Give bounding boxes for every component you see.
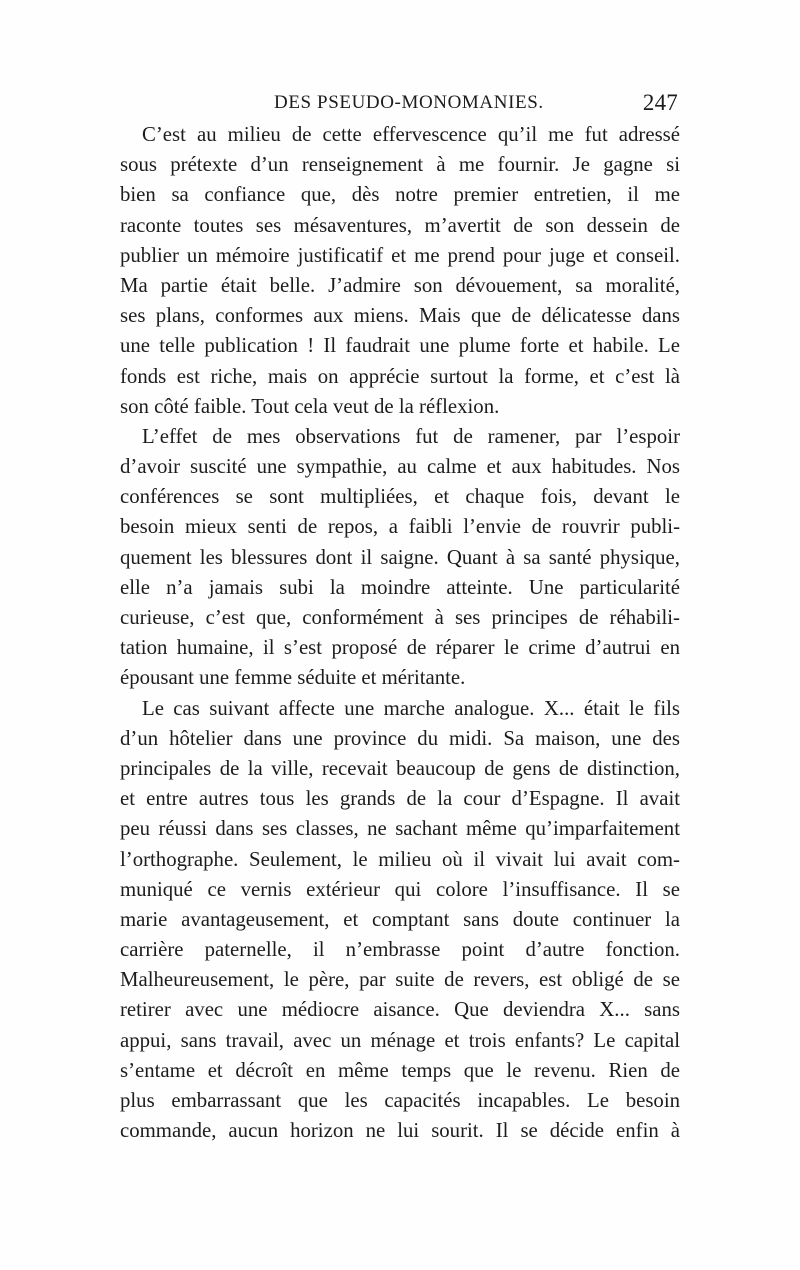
text-line: retirer avec une médiocre aisance. Que deviendra X... sans bbox=[120, 998, 680, 1022]
running-title: DES PSEUDO-MONOMANIES. bbox=[274, 92, 544, 113]
text-line: commande, aucun horizon ne lui sourit. Il se décide enfin à bbox=[120, 1119, 680, 1143]
text-line: tation humaine, il s’est proposé de réparer le crime d’autrui en bbox=[120, 636, 680, 660]
text-line: plus embarrassant que les capacités incapables. Le besoin bbox=[120, 1089, 680, 1112]
text-line: d’un hôtelier dans une province du midi. Sa maison, une des bbox=[120, 726, 680, 750]
text-line: curieuse, c’est que, conformément à ses principes de réhabili- bbox=[120, 606, 680, 629]
text-line: muniqué ce vernis extérieur qui colore l’insuffisance. Il se bbox=[120, 877, 680, 901]
text-line: Malheureusement, le père, par suite de revers, est obligé de se bbox=[120, 968, 680, 992]
text-line: bien sa confiance que, dès notre premier entretien, il me bbox=[120, 183, 680, 207]
text-line: s’entame et décroît en même temps que le revenu. Rien de bbox=[120, 1058, 680, 1082]
text-line: d’avoir suscité une sympathie, au calme et aux habitudes. Nos bbox=[120, 455, 680, 479]
text-line: ses plans, conformes aux miens. Mais que de délicatesse dans bbox=[120, 304, 680, 328]
text-line: elle n’a jamais subi la moindre atteinte. Une particularité bbox=[120, 575, 680, 599]
text-line: épousant une femme séduite et méritante. bbox=[120, 666, 466, 690]
text-line: L’effet de mes observations fut de ramener, par l’espoir bbox=[142, 424, 680, 448]
text-line: une telle publication ! Il faudrait une plume forte et habile. Le bbox=[120, 334, 680, 358]
text-line: conférences se sont multipliées, et chaque fois, devant le bbox=[120, 485, 680, 509]
text-line: principales de la ville, recevait beaucoup de gens de distinction, bbox=[120, 756, 680, 780]
text-line: peu réussi dans ses classes, ne sachant même qu’imparfaitement bbox=[120, 817, 680, 841]
running-head bbox=[120, 92, 680, 116]
text-line: Ma partie était belle. J’admire son dévouement, sa moralité, bbox=[120, 273, 680, 297]
text-line: C’est au milieu de cette effervescence qu’il me fut adressé bbox=[142, 123, 680, 146]
text-line: raconte toutes ses mésaventures, m’avertit de son dessein de bbox=[120, 213, 680, 237]
text-line: fonds est riche, mais on apprécie surtout la forme, et c’est là bbox=[120, 364, 680, 388]
text-line: appui, sans travail, avec un ménage et trois enfants? Le capital bbox=[120, 1028, 680, 1052]
text-line: sous prétexte d’un renseignement à me fournir. Je gagne si bbox=[120, 153, 680, 177]
text-line: publier un mémoire justificatif et me prend pour juge et conseil. bbox=[120, 243, 680, 267]
page-number: 247 bbox=[642, 90, 678, 115]
text-line: l’orthographe. Seulement, le milieu où il vivait lui avait com- bbox=[120, 847, 680, 871]
body-text bbox=[120, 120, 680, 1146]
text-line: Le cas suivant affecte une marche analogue. X... était le fils bbox=[142, 696, 680, 720]
text-line: son côté faible. Tout cela veut de la réflexion. bbox=[120, 394, 500, 418]
text-line: marie avantageusement, et comptant sans doute continuer la bbox=[120, 907, 680, 931]
text-line: et entre autres tous les grands de la cour d’Espagne. Il avait bbox=[120, 787, 680, 811]
text-line: carrière paternelle, il n’embrasse point d’autre fonction. bbox=[120, 938, 680, 962]
text-line: besoin mieux senti de repos, a faibli l’envie de rouvrir publi- bbox=[120, 515, 680, 539]
text-line: quement les blessures dont il saigne. Quant à sa santé physique, bbox=[120, 545, 680, 569]
